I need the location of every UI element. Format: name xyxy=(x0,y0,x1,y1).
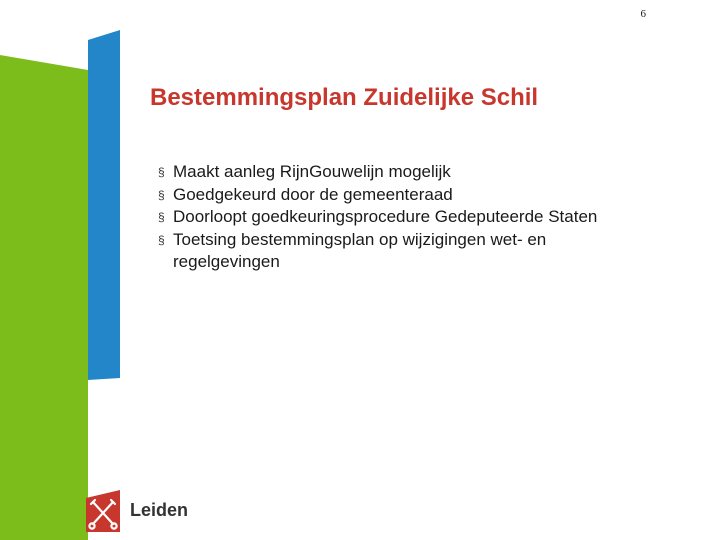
bullet-item xyxy=(158,161,628,184)
leiden-keys-emblem-icon xyxy=(84,486,122,532)
bullet-item xyxy=(158,206,628,229)
bullet-text: Maakt aanleg RijnGouwelijn mogelijk xyxy=(173,162,451,181)
bullet-item xyxy=(158,184,628,207)
bullet-marker-icon: § xyxy=(158,232,165,247)
green-band xyxy=(0,55,88,540)
bullet-marker-icon: § xyxy=(158,210,165,224)
bullet-text: Goedgekeurd door de gemeenteraad xyxy=(173,184,453,204)
page-number: 6 xyxy=(640,8,646,20)
leiden-logo xyxy=(84,486,194,532)
bullet-marker-icon: § xyxy=(158,187,165,202)
bullet-item xyxy=(158,229,628,274)
bullet-text: Doorloopt goedkeuringsprocedure Gedeputeerde Staten xyxy=(173,207,598,226)
bullet-list xyxy=(158,161,628,274)
bullet-text: Toetsing bestemmingsplan op wijzigingen wet- en regelgevingen xyxy=(173,229,547,271)
logo-text: Leiden xyxy=(130,500,189,520)
bullet-marker-icon: § xyxy=(158,165,165,179)
slide-title: Bestemmingsplan Zuidelijke Schil xyxy=(150,84,539,111)
blue-band xyxy=(88,30,120,380)
